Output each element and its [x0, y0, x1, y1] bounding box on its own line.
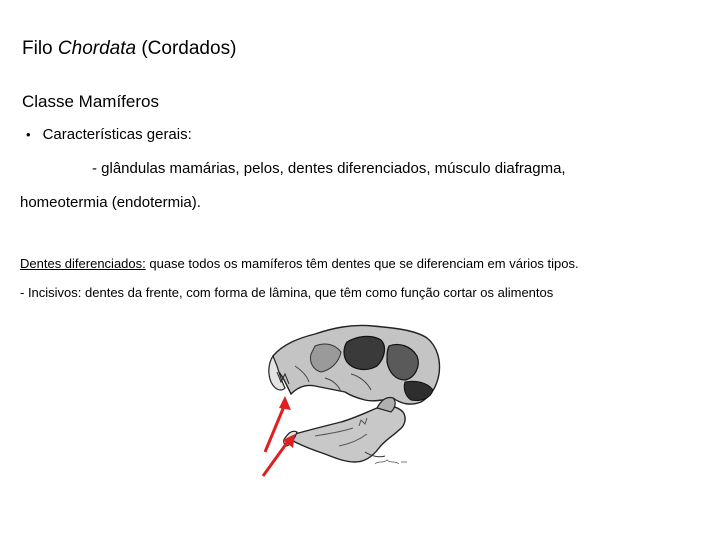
upper-skull — [269, 325, 440, 404]
title-prefix: Filo — [22, 38, 58, 59]
bullet-item — [26, 126, 192, 143]
skull-illustration — [255, 316, 447, 482]
features-line-1: - glândulas mamárias, pelos, dentes diferenciados, músculo diafragma, — [92, 160, 566, 177]
teeth-text: quase todos os mamíferos têm dentes que se diferenciam em vários tipos. — [145, 256, 579, 271]
teeth-paragraph — [20, 256, 579, 271]
bullet-label: Características gerais: — [42, 126, 192, 143]
slide-subtitle: Classe Mamíferos — [22, 92, 159, 111]
incisors-term: - Incisivos: — [20, 285, 82, 300]
title-italic: Chordata — [57, 38, 137, 59]
teeth-term: Dentes diferenciados: — [20, 256, 146, 271]
bullet-symbol: • — [26, 127, 31, 142]
features-line-2: homeotermia (endotermia). — [20, 194, 201, 211]
title-suffix: (Cordados) — [136, 38, 237, 59]
incisors-text: dentes da frente, com forma de lâmina, que têm como função cortar os alimentos — [81, 285, 554, 300]
slide-title — [22, 38, 236, 60]
artist-signature — [375, 460, 407, 464]
incisors-paragraph — [20, 285, 553, 300]
arrow-icon — [263, 434, 295, 476]
lower-jaw — [284, 397, 405, 462]
